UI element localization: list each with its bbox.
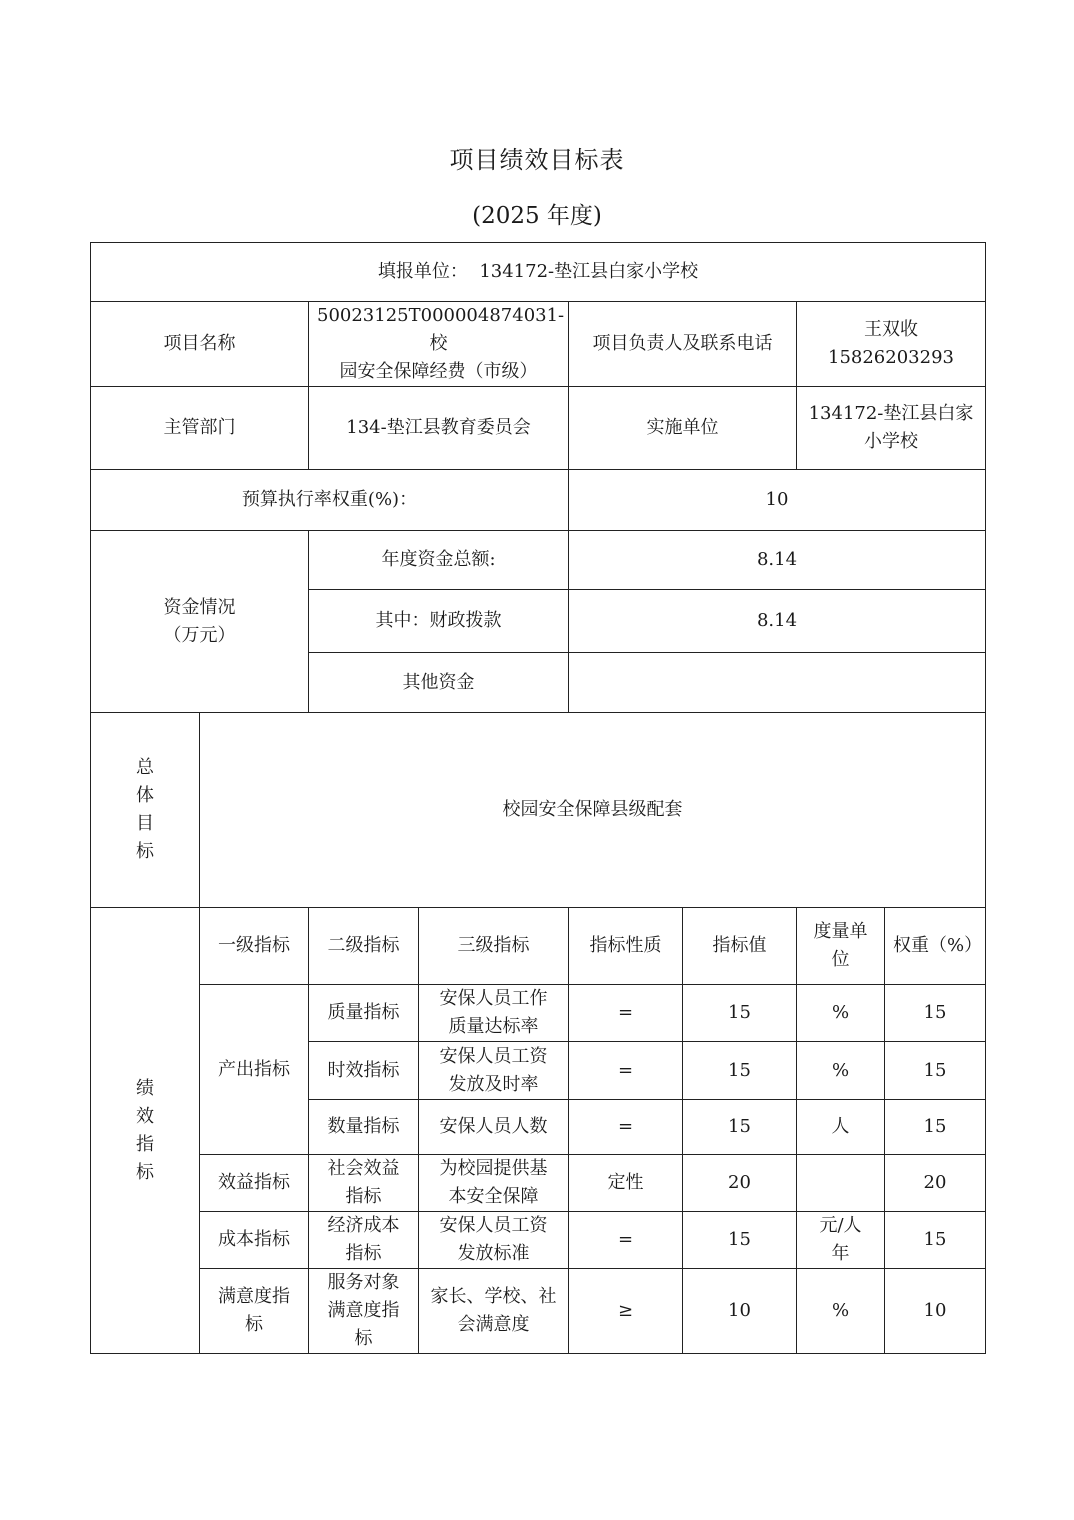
project-name-value: 50023125T000004874031-校 园安全保障经费（市级） <box>309 302 569 387</box>
reporting-unit-cell <box>91 243 986 302</box>
page-title: 项目绩效目标表 <box>449 146 625 174</box>
indicator-value: 15 <box>683 1042 797 1100</box>
implementing-unit-label: 实施单位 <box>569 387 797 470</box>
fiscal-funds-value: 8.14 <box>569 590 986 653</box>
indicator-weight: 15 <box>885 1042 986 1100</box>
indicator-unit: % <box>797 1042 885 1100</box>
indicator-nature: = <box>569 985 683 1042</box>
indicator-weight: 15 <box>885 1100 986 1155</box>
project-contact-label: 项目负责人及联系电话 <box>569 302 797 387</box>
indicator-value: 15 <box>683 1212 797 1269</box>
project-name-label: 项目名称 <box>91 302 309 387</box>
annual-funds-value: 8.14 <box>569 531 986 590</box>
budget-rate-label: 预算执行率权重(%)： <box>91 470 569 531</box>
indicator-level3: 安保人员人数 <box>419 1100 569 1155</box>
indicator-level3: 安保人员工资 发放标准 <box>419 1212 569 1269</box>
indicator-nature: = <box>569 1212 683 1269</box>
reporting-unit-label: 填报单位： <box>377 261 468 282</box>
other-funds-label: 其他资金 <box>309 653 569 713</box>
reporting-unit-value: 134172-垫江县白家小学校 <box>479 261 699 282</box>
annual-funds-label: 年度资金总额: <box>309 531 569 590</box>
indicator-nature: = <box>569 1100 683 1155</box>
indicator-weight: 15 <box>885 985 986 1042</box>
header-level1: 一级指标 <box>200 908 309 985</box>
overall-goal-text: 校园安全保障县级配套 <box>200 713 986 908</box>
implementing-unit-value: 134172-垫江县白家 小学校 <box>797 387 986 470</box>
indicator-unit: % <box>797 1269 885 1354</box>
indicator-nature: = <box>569 1042 683 1100</box>
other-funds-value <box>569 653 986 713</box>
group-satisfaction: 满意度指 标 <box>200 1269 309 1354</box>
indicator-level2: 质量指标 <box>309 985 419 1042</box>
group-benefit: 效益指标 <box>200 1155 309 1212</box>
supervising-dept-label: 主管部门 <box>91 387 309 470</box>
indicator-weight: 20 <box>885 1155 986 1212</box>
page-subtitle: (2025 年度) <box>472 203 602 229</box>
indicator-unit: 元/人 年 <box>797 1212 885 1269</box>
indicator-unit: % <box>797 985 885 1042</box>
header-value: 指标值 <box>683 908 797 985</box>
funds-label: 资金情况 （万元） <box>91 531 309 713</box>
indicator-nature: ≥ <box>569 1269 683 1354</box>
indicator-value: 20 <box>683 1155 797 1212</box>
fiscal-funds-label: 其中：财政拨款 <box>309 590 569 653</box>
header-nature: 指标性质 <box>569 908 683 985</box>
indicators-label: 绩 效 指 标 <box>91 908 200 1354</box>
indicator-value: 10 <box>683 1269 797 1354</box>
budget-rate-value: 10 <box>569 470 986 531</box>
indicator-weight: 15 <box>885 1212 986 1269</box>
performance-target-table <box>90 242 986 1354</box>
indicator-nature: 定性 <box>569 1155 683 1212</box>
indicator-level3: 为校园提供基 本安全保障 <box>419 1155 569 1212</box>
indicator-level2: 服务对象 满意度指 标 <box>309 1269 419 1354</box>
header-unit: 度量单 位 <box>797 908 885 985</box>
indicator-unit <box>797 1155 885 1212</box>
indicator-unit: 人 <box>797 1100 885 1155</box>
indicator-weight: 10 <box>885 1269 986 1354</box>
indicator-level2: 社会效益 指标 <box>309 1155 419 1212</box>
indicator-level2: 数量指标 <box>309 1100 419 1155</box>
indicator-level3: 安保人员工资 发放及时率 <box>419 1042 569 1100</box>
indicator-level3: 安保人员工作 质量达标率 <box>419 985 569 1042</box>
group-cost: 成本指标 <box>200 1212 309 1269</box>
supervising-dept-value: 134-垫江县教育委员会 <box>309 387 569 470</box>
project-contact-value: 王双收 15826203293 <box>797 302 986 387</box>
indicator-value: 15 <box>683 1100 797 1155</box>
indicator-level2: 时效指标 <box>309 1042 419 1100</box>
indicator-level3: 家长、学校、社 会满意度 <box>419 1269 569 1354</box>
header-weight: 权重（%） <box>885 908 986 985</box>
header-level2: 二级指标 <box>309 908 419 985</box>
indicator-level2: 经济成本 指标 <box>309 1212 419 1269</box>
group-output: 产出指标 <box>200 985 309 1155</box>
overall-goal-label: 总 体 目 标 <box>91 713 200 908</box>
header-level3: 三级指标 <box>419 908 569 985</box>
indicator-value: 15 <box>683 985 797 1042</box>
